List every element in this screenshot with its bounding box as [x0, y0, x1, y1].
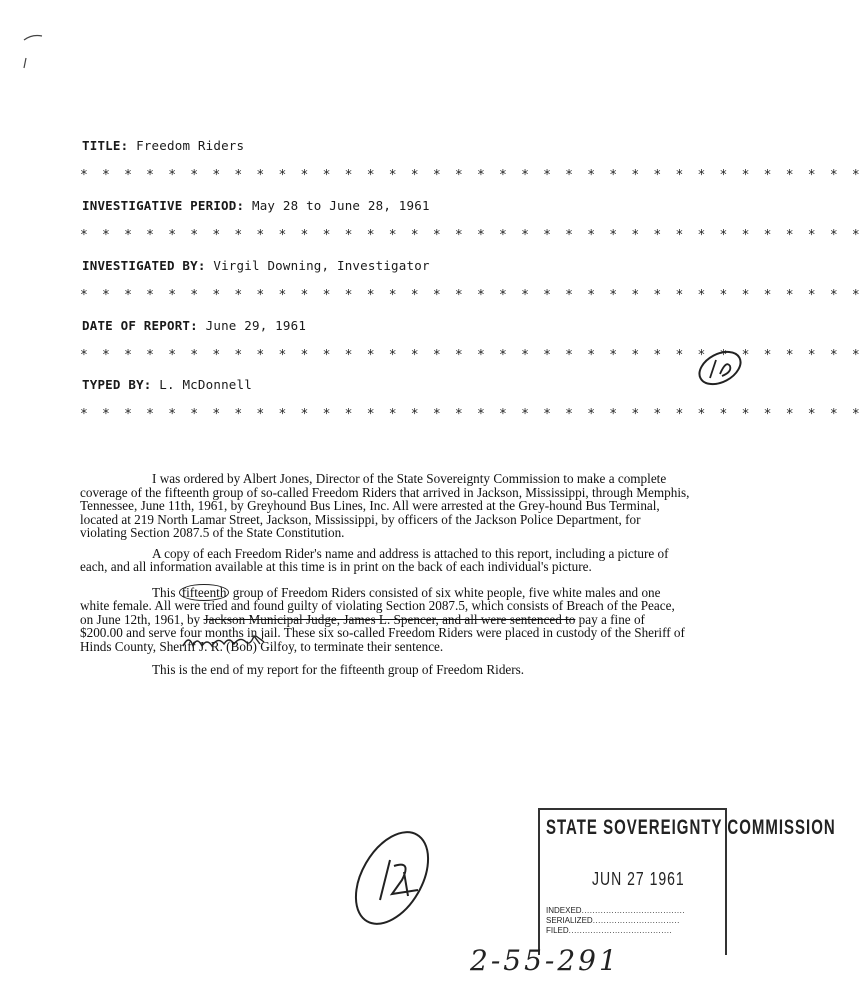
paragraph-3-text-b: pay a fine of $200.00 and serve four months in jail. These six so-called Freedom Riders were placed in custody of the Sheriff of Hinds County, Sheriff J. R. (Bob) Gilfoy, to terminate their sentence. — [80, 611, 685, 654]
paragraph-2-text: A copy of each Freedom Rider's name and address is attached to this report, including a picture of each, and all information available at this time is in print on the back of each individual's picture. — [80, 545, 669, 574]
period-label: INVESTIGATIVE PERIOD: — [82, 198, 245, 213]
paragraph-4-text: This is the end of my report for the fifteenth group of Freedom Riders. — [152, 662, 525, 677]
paragraph-1-text: I was ordered by Albert Jones, Director of the State Sovereignty Commission to make a complete coverage of the fifteenth group of so-called Freedom Riders that arrived in Jackson, Mississippi, through Memphis, Tennessee, June 11th, 1961, by Greyhound Bus Lines, Inc. All were arrested at the Grey-hound Bus Terminal, located at 219 North Lamar Street, Jackson, Mississippi, by officers of the Jackson Police Department, for violating Section 2087.5 of the State Constitution. — [80, 471, 690, 540]
big-circled-scribble — [380, 860, 418, 900]
separator-4: * * * * * * * * * * * * * * * * * * * * * * * * * * * * * * * * * * * * — [80, 348, 863, 363]
circled-word: fifteenth — [179, 584, 230, 601]
stamp-indexed-row: INDEXED...................................... — [546, 906, 686, 915]
separator-3: * * * * * * * * * * * * * * * * * * * * * * * * * * * * * * * * * * * * — [80, 288, 863, 303]
paragraph-3-lead: This — [152, 584, 176, 600]
struck-text: Jackson Municipal Judge, James L. Spencer, and all were sentenced to — [203, 611, 576, 627]
investigator-value: Virgil Downing, Investigator — [213, 258, 430, 273]
typist-value: L. McDonnell — [159, 377, 252, 392]
handwritten-correction — [183, 636, 264, 646]
stamp-filed: FILED — [546, 926, 569, 935]
big-circled-mark-icon — [341, 820, 443, 937]
period-value: May 28 to June 28, 1961 — [251, 198, 430, 213]
investigator-label: INVESTIGATED BY: — [82, 258, 206, 273]
stamp-serialized-row: SERIALIZED................................ — [546, 916, 680, 925]
stamp-agency: STATE SOVEREIGNTY COMMISSION — [546, 816, 836, 840]
margin-mark — [24, 36, 42, 69]
title-label: TITLE: — [82, 138, 129, 153]
separator-2: * * * * * * * * * * * * * * * * * * * * * * * * * * * * * * * * * * * * — [80, 228, 863, 243]
paragraph-3-text-a: group of Freedom Riders consisted of six white people, five white males and one white female. All were tried and found guilty of violating Section 2087.5, which consists of Breach of the Peace, on June 12th, 1961, by — [80, 584, 675, 627]
separator-5: * * * * * * * * * * * * * * * * * * * * * * * * * * * * * * * * * * * * — [80, 407, 863, 422]
document-number: 2-55-291 — [470, 944, 620, 977]
date-value: June 29, 1961 — [205, 318, 307, 333]
date-label: DATE OF REPORT: — [82, 318, 198, 333]
received-stamp — [538, 808, 836, 955]
title-value: Freedom Riders — [136, 138, 245, 153]
stamp-fields — [546, 906, 724, 936]
stamp-filed-row: FILED...................................... — [546, 926, 673, 935]
stamp-date: JUN 27 1961 — [592, 868, 685, 889]
separator-1: * * * * * * * * * * * * * * * * * * * * * * * * * * * * * * * * * * * * — [80, 168, 863, 183]
circled-mark-icon — [694, 345, 746, 390]
typist-label: TYPED BY: — [82, 377, 152, 392]
circled-mark-scribble — [710, 360, 730, 378]
stamp-serialized: SERIALIZED — [546, 916, 593, 925]
stamp-indexed: INDEXED — [546, 906, 582, 915]
